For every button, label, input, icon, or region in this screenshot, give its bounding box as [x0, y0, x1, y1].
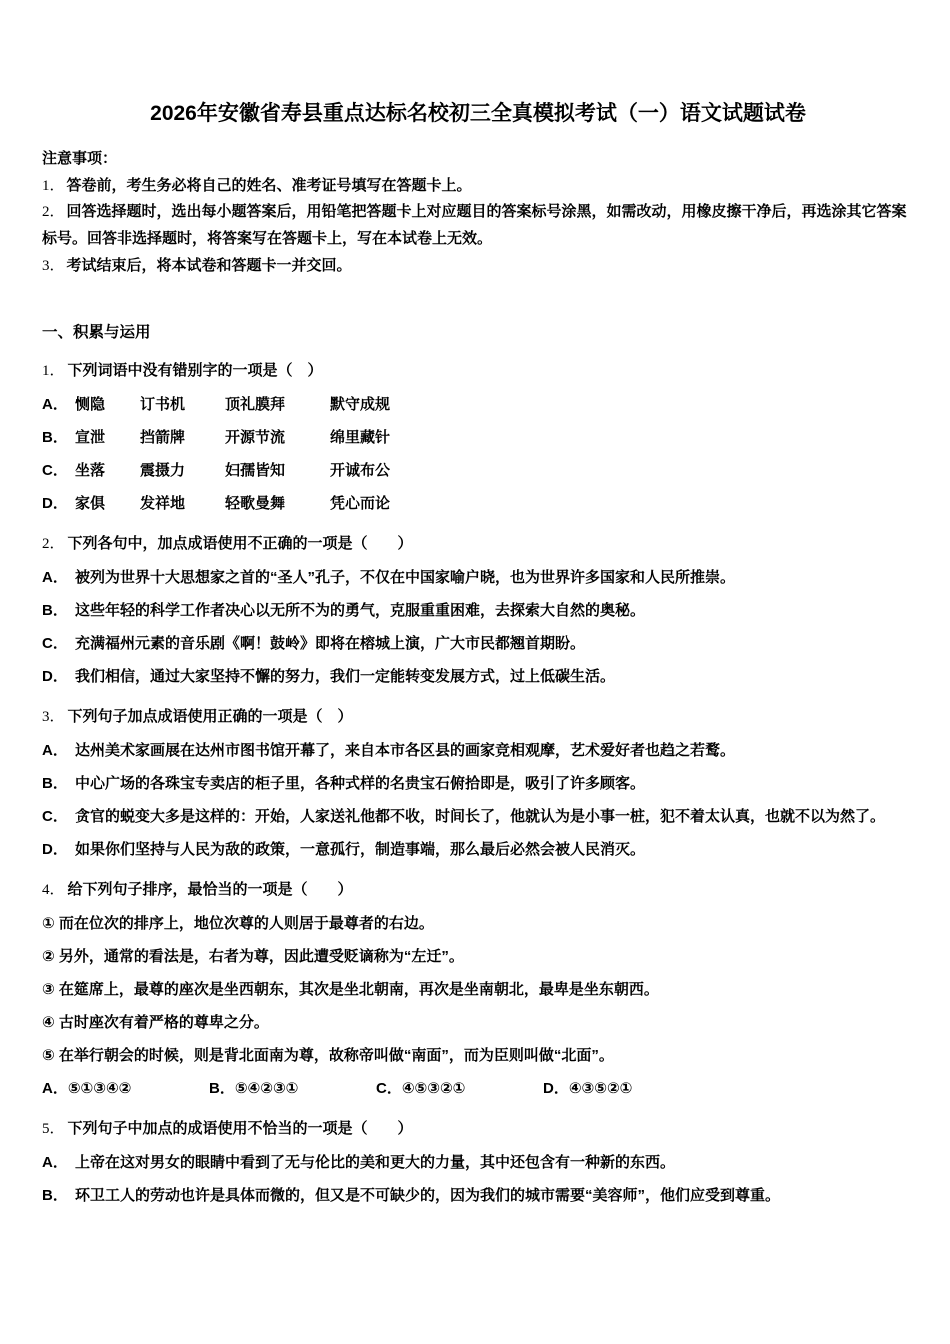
question-number: 2． — [42, 536, 65, 553]
option-text: 如果你们坚持与人民为敌的政策，一意孤行，制造事端，那么最后必然会被人民消灭。 — [75, 841, 646, 859]
question-stem — [42, 700, 914, 734]
question-3 — [42, 700, 914, 866]
option-word: 凭心而论 — [330, 495, 391, 513]
page-title: 2026年安徽省寿县重点达标名校初三全真模拟考试（一）语文试题试卷 — [150, 102, 806, 125]
notice-item-number: 3． — [42, 257, 65, 274]
option-label: D． — [42, 668, 68, 686]
option-row — [42, 1072, 209, 1105]
notice-item — [42, 173, 914, 200]
option-word: 发祥地 — [140, 495, 186, 513]
option-text: 充满福州元素的音乐剧《啊！鼓岭》即将在榕城上演，广大市民都翘首期盼。 — [75, 635, 586, 653]
option-label: D． — [42, 495, 68, 513]
option-row — [42, 388, 914, 421]
option-label: A． — [42, 569, 68, 587]
option-word: 妇孺皆知 — [225, 462, 286, 480]
sentence-item: ⑤ 在举行朝会的时候，则是背北面南为尊，故称帝叫做“南面”，而为臣则叫做“北面”。 — [42, 1047, 614, 1065]
notice-item-text: 考试结束后，将本试卷和答题卡一并交回。 — [66, 256, 352, 274]
option-text: 我们相信，通过大家坚持不懈的努力，我们一定能转变发展方式，过上低碳生活。 — [75, 668, 616, 686]
notice-heading: 注意事项： — [42, 150, 118, 168]
option-row — [543, 1072, 632, 1105]
option-row — [42, 627, 914, 660]
question-stem — [42, 354, 914, 388]
option-text: ⑤①③④② — [67, 1080, 132, 1098]
inline-options-row — [42, 1072, 914, 1105]
question-stem-text: 给下列句子排序，最恰当的一项是（ ） — [67, 881, 353, 899]
option-row — [42, 487, 914, 520]
option-text: 达州美术家画展在达州市图书馆开幕了，来自本市各区县的画家竞相观摩，艺术爱好者也趋之若鹜。 — [75, 742, 736, 760]
option-label: D． — [543, 1080, 569, 1098]
option-text: 上帝在这对男女的眼睛中看到了无与伦比的美和更大的力量，其中还包含有一种新的东西。 — [75, 1154, 676, 1172]
question-1 — [42, 354, 914, 520]
option-label: B． — [42, 429, 68, 447]
question-2 — [42, 527, 914, 693]
option-row — [209, 1072, 376, 1105]
notice-item-text: 答卷前，考生务必将自己的姓名、准考证号填写在答题卡上。 — [66, 176, 472, 194]
option-word: 默守成规 — [330, 396, 391, 414]
notice-item-number: 2． — [42, 204, 65, 221]
question-stem — [42, 1112, 914, 1146]
option-label: A． — [42, 1154, 68, 1172]
option-label: B． — [42, 602, 68, 620]
option-label: C． — [42, 462, 68, 480]
option-row — [42, 734, 914, 767]
option-row — [42, 561, 914, 594]
option-text: ⑤④②③① — [234, 1080, 299, 1098]
section-heading: 一、积累与运用 — [42, 324, 151, 342]
option-word: 家俱 — [75, 495, 106, 513]
option-row — [42, 421, 914, 454]
question-stem-text: 下列句子中加点的成语使用不恰当的一项是（ ） — [67, 1120, 413, 1138]
option-row — [42, 800, 914, 833]
option-label: B． — [42, 1187, 68, 1205]
option-word: 挡箭牌 — [140, 429, 186, 447]
option-label: D． — [42, 841, 68, 859]
notice-item — [42, 199, 914, 252]
option-row — [376, 1072, 543, 1105]
option-row — [42, 594, 914, 627]
option-word: 绵里藏针 — [330, 429, 391, 447]
option-label: C． — [42, 808, 68, 826]
option-text: ④⑤③②① — [401, 1080, 466, 1098]
option-word: 订书机 — [140, 396, 186, 414]
option-label: A． — [42, 742, 68, 760]
question-5 — [42, 1112, 914, 1212]
option-text: 环卫工人的劳动也许是具体而微的，但又是不可缺少的，因为我们的城市需要“美容师”，他们应受到尊重。 — [75, 1187, 781, 1205]
option-word: 顶礼膜拜 — [225, 396, 286, 414]
notice-item — [42, 253, 914, 280]
option-label: C． — [376, 1080, 402, 1098]
option-word: 震摄力 — [140, 462, 186, 480]
question-stem — [42, 527, 914, 561]
question-stem-text: 下列词语中没有错别字的一项是（ ） — [67, 362, 323, 380]
option-text: 中心广场的各珠宝专卖店的柜子里，各种式样的名贵宝石俯拾即是，吸引了许多顾客。 — [75, 775, 646, 793]
notice-item-text: 回答选择题时，选出每小题答案后，用铅笔把答题卡上对应题目的答案标号涂黑，如需改动，用橡皮擦干净后，再选涂其它答案标号。回答非选择题时，将答案写在答题卡上，写在本试卷上无效。 — [42, 203, 907, 247]
option-word: 坐落 — [75, 462, 106, 480]
option-label: A． — [42, 1080, 68, 1098]
question-stem — [42, 873, 914, 907]
option-row — [42, 454, 914, 487]
option-label: C． — [42, 635, 68, 653]
option-label: A． — [42, 396, 68, 414]
question-number: 1． — [42, 363, 65, 380]
question-number: 3． — [42, 709, 65, 726]
option-row — [42, 660, 914, 693]
option-text: 贪官的蜕变大多是这样的：开始，人家送礼他都不收，时间长了，他就认为是小事一桩，犯不着太认真，也就不以为然了。 — [75, 808, 886, 826]
option-text: 被列为世界十大思想家之首的“圣人”孔子，不仅在中国家喻户晓，也为世界许多国家和人民所推崇。 — [75, 569, 736, 587]
option-text: ④③⑤②① — [568, 1080, 633, 1098]
question-stem-text: 下列句子加点成语使用正确的一项是（ ） — [67, 708, 353, 726]
option-label: B． — [42, 775, 68, 793]
option-row — [42, 1146, 914, 1179]
sentence-item: ③ 在筵席上，最尊的座次是坐西朝东，其次是坐北朝南，再次是坐南朝北，最卑是坐东朝西。 — [42, 981, 659, 999]
sentence-item: ④ 古时座次有着严格的尊卑之分。 — [42, 1014, 269, 1032]
sentence-item: ② 另外，通常的看法是，右者为尊，因此遭受贬谪称为“左迁”。 — [42, 948, 464, 966]
option-word: 开源节流 — [225, 429, 286, 447]
sentence-item: ① 而在位次的排序上，地位次尊的人则居于最尊者的右边。 — [42, 915, 434, 933]
question-number: 5． — [42, 1121, 65, 1138]
option-row — [42, 833, 914, 866]
notice-section — [42, 146, 914, 279]
option-row — [42, 767, 914, 800]
option-text: 这些年轻的科学工作者决心以无所不为的勇气，克服重重困难，去探索大自然的奥秘。 — [75, 602, 646, 620]
question-4 — [42, 873, 914, 1105]
question-stem-text: 下列各句中，加点成语使用不正确的一项是（ ） — [67, 535, 413, 553]
option-word: 宣泄 — [75, 429, 106, 447]
option-word: 恻隐 — [75, 396, 106, 414]
notice-item-number: 1． — [42, 177, 65, 194]
option-row — [42, 1179, 914, 1212]
option-word: 开诚布公 — [330, 462, 391, 480]
question-number: 4． — [42, 882, 65, 899]
option-word: 轻歌曼舞 — [225, 495, 286, 513]
option-label: B． — [209, 1080, 235, 1098]
